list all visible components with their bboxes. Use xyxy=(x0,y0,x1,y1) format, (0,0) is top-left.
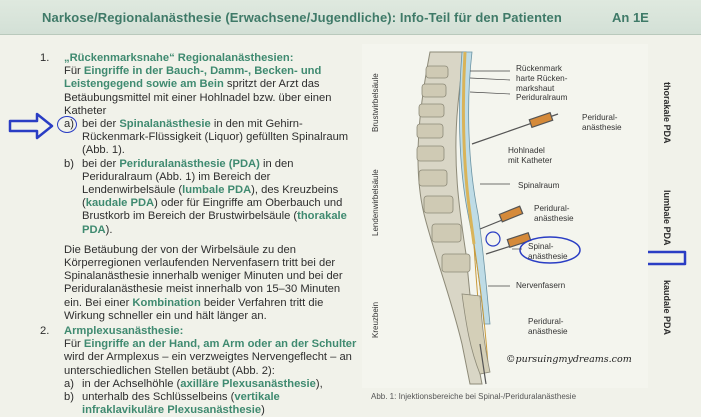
text-run: beider Verfahren tritt die Wirkung schneller ein und hält länger an. xyxy=(64,296,324,322)
vertebra xyxy=(419,170,447,186)
text-run: in den mit Gehirn-Rückenmark-Flüssigkeit (Liquor) gefüllten Spinalraum (Abb. 1). xyxy=(82,118,349,157)
highlight-text: thorakale PDA xyxy=(82,210,347,236)
label-spinalraum: Spinalraum xyxy=(518,181,560,190)
text-run: ). xyxy=(105,223,113,236)
text-column xyxy=(40,52,358,417)
list-label: a) xyxy=(64,377,74,390)
highlight-text: vertikale infraklavikuläre Plexusanästhesie xyxy=(82,391,280,417)
highlight-text: Eingriffe an der Hand, am Arm oder an der Schulter xyxy=(83,338,357,351)
text-run: ) xyxy=(261,404,265,417)
label-hohlnadel: Hohlnadel mit Katheter xyxy=(508,146,553,165)
label-periduralanaesthesie-thorakal: Peridural- anästhesie xyxy=(582,113,622,132)
label-periduralraum: Periduralraum xyxy=(516,93,568,102)
text-run: bei der xyxy=(82,157,120,170)
label-brustwirbelsaeule: Brustwirbelsäule xyxy=(371,73,380,132)
highlight-text: Eingriffe in der Bauch-, Damm-, Becken- und Leistengegend sowie am Bein xyxy=(64,65,322,91)
text-run: Für xyxy=(64,65,84,78)
highlight-text: axilläre Plexusanästhesie xyxy=(180,377,316,390)
text-run: Die Betäubung der von der Wirbelsäule zu den Körperregionen verlaufenden Nervenfasern tritt bei der Spinalanästhesie innerhalb weniger Minuten und bei der Periduralanästhesie meist innerhalb von 15–30 Minuten ein. Bei einer xyxy=(64,243,343,309)
vertebra xyxy=(442,254,470,272)
text-run: in der Achselhöhle ( xyxy=(82,377,181,390)
text-run: ) oder für Eingriffe am Oberbauch und Brustkorb im Bereich der Brustwirbelsäule ( xyxy=(82,197,343,223)
paragraph xyxy=(64,244,358,323)
label-rueckenmark: Rückenmark xyxy=(516,64,562,73)
section-1 xyxy=(40,52,358,323)
label-periduralanaesthesie-kaudal: Peridural- anästhesie xyxy=(528,317,568,336)
highlight-text: lumbale PDA xyxy=(182,184,252,197)
vertebra xyxy=(432,224,461,242)
vertebra xyxy=(426,66,448,78)
list-label: b) xyxy=(64,157,74,170)
section-intro xyxy=(64,338,358,378)
list-item-b xyxy=(64,391,358,417)
vertebra xyxy=(417,146,444,161)
text-run: ), des Kreuzbeins ( xyxy=(82,184,339,210)
document-code: An 1E xyxy=(612,10,649,25)
section-number: 1. xyxy=(40,52,50,64)
watermark: ©pursuingmydreams.com xyxy=(506,354,632,365)
highlight-text: Kombination xyxy=(132,296,201,309)
text-run: wird der Armplexus – ein verzweigtes Nervengeflecht – an unterschiedlichen Stellen betäubt (Abb. 2): xyxy=(64,351,352,377)
spine-illustration xyxy=(362,44,648,388)
side-label-lumbale-pda: lumbale PDA xyxy=(662,190,672,246)
section-title: Armplexusanästhesie: xyxy=(64,325,184,338)
text-run: Für xyxy=(64,338,84,351)
label-harte-rueckenmarkshaut: harte Rücken- markshaut xyxy=(516,74,568,93)
figure-caption: Abb. 1: Injektionsbereiche bei Spinal-/Periduralanästhesie xyxy=(371,392,577,401)
side-label-thorakale-pda: thorakale PDA xyxy=(662,82,672,144)
text-run: bei der xyxy=(82,118,120,131)
label-lendenwirbelsaeule: Lendenwirbelsäule xyxy=(371,169,380,236)
vertebra xyxy=(417,124,443,138)
vertebra xyxy=(422,84,446,97)
highlight-text: Periduralanästhesie (PDA) xyxy=(119,157,260,170)
list-item-a xyxy=(64,118,358,158)
hand-drawn-circle xyxy=(57,116,77,133)
label-nervenfasern: Nervenfasern xyxy=(516,281,566,290)
label-spinalanaesthesie: Spinal- anästhesie xyxy=(528,242,568,261)
text-run: unterhalb des Schlüsselbeins ( xyxy=(82,391,235,404)
header-bar xyxy=(0,0,701,35)
section-2 xyxy=(40,325,358,417)
list-label: a) xyxy=(64,118,74,131)
vertebra xyxy=(419,104,444,117)
list-item-a xyxy=(64,378,358,391)
text-run: ), xyxy=(315,377,323,390)
text-run: spritzt der Arzt das Betäubungsmittel mit einer Hohlnadel bzw. über einen Katheter xyxy=(64,78,332,117)
section-number: 2. xyxy=(40,325,50,338)
text-run: in den Periduralraum (Abb. 1) im Bereich der Lendenwirbelsäule ( xyxy=(82,157,294,197)
highlight-text: kaudale PDA xyxy=(85,197,155,210)
section-intro xyxy=(64,65,358,118)
page-title: Narkose/Regionalanästhesie (Erwachsene/Jugendliche): Info-Teil für den Patienten xyxy=(42,10,562,25)
list-label: b) xyxy=(64,391,74,404)
highlight-text: Spinalanästhesie xyxy=(119,118,211,131)
label-kreuzbein: Kreuzbein xyxy=(371,301,380,338)
annotation-arrow-right-icon xyxy=(7,111,55,141)
side-label-kaudale-pda: kaudale PDA xyxy=(662,280,672,336)
list-item-b xyxy=(64,158,358,237)
vertebra xyxy=(424,196,453,213)
section-title: „Rückenmarksnahe“ Regionalanästhesien: xyxy=(64,52,294,64)
label-periduralanaesthesie-lumbal: Peridural- anästhesie xyxy=(534,204,574,223)
